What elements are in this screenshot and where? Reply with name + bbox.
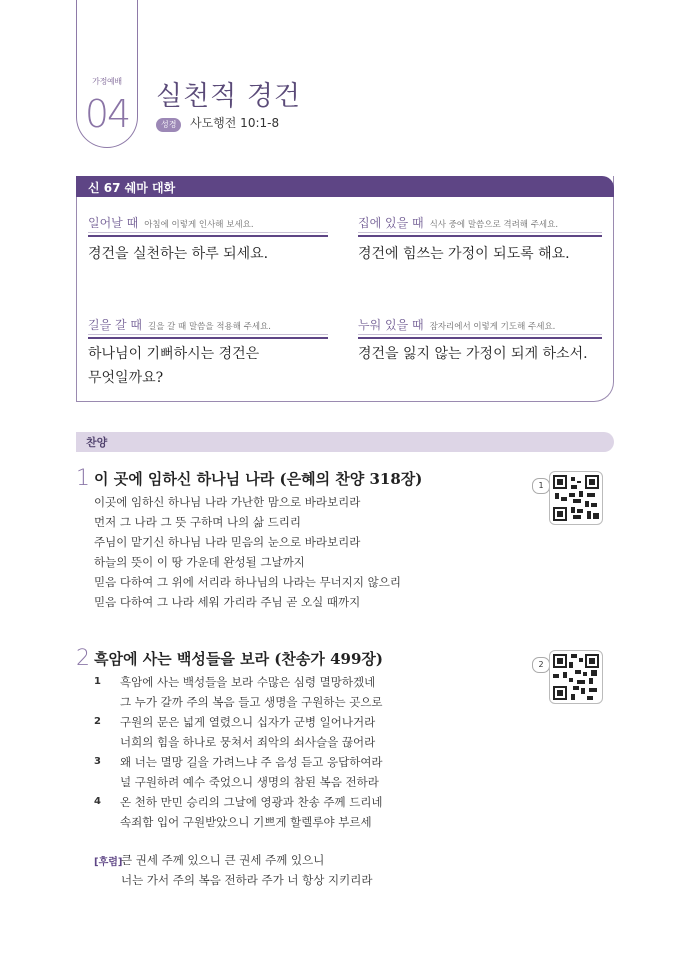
- qr-code-icon[interactable]: [549, 650, 603, 704]
- qr-badge: 1: [532, 478, 550, 494]
- song-title: 이 곳에 임하신 하나님 나라 (은혜의 찬양 318장): [94, 470, 423, 488]
- shema-item-text: 경건에 힘쓰는 가정이 되도록 해요.: [358, 246, 570, 262]
- shema-item-desc: 식사 중에 말씀으로 격려해 주세요.: [429, 220, 559, 230]
- qr-pattern-icon: [553, 475, 599, 521]
- refrain-line: 너는 가서 주의 복음 전하라 주가 너 항상 지키리라: [121, 873, 373, 887]
- shema-item-text: 무엇일까요?: [88, 370, 164, 386]
- shema-item-desc: 잠자리에서 이렇게 기도해 주세요.: [429, 322, 556, 332]
- lesson-number: 04: [84, 92, 130, 136]
- shema-item-text: 경건을 실천하는 하루 되세요.: [88, 246, 269, 262]
- shema-item-label: 일어날 때: [88, 216, 139, 230]
- lyric-line: 너희의 힘을 하나로 뭉쳐서 죄악의 쇠사슬을 끊어라: [120, 735, 376, 749]
- divider: [358, 337, 602, 339]
- divider: [358, 235, 602, 237]
- lyric-line: 구원의 문은 넓게 열렸으니 십자가 군병 일어나거라: [120, 715, 376, 729]
- shema-item-head: [358, 316, 555, 333]
- lyric-line: 하늘의 뜻이 이 땅 가운데 완성될 그날까지: [94, 555, 305, 569]
- lyric-line: 왜 너는 멸망 길을 가려느냐 주 음성 듣고 응답하여라: [120, 755, 383, 769]
- shema-item-head: [88, 316, 271, 333]
- verse-number: 2: [94, 716, 101, 727]
- lyric-line: 먼저 그 나라 그 뜻 구하며 나의 삶 드리리: [94, 515, 301, 529]
- shema-item-desc: 아침에 이렇게 인사해 보세요.: [144, 220, 254, 230]
- verse-number: 3: [94, 756, 101, 767]
- qr-code-icon[interactable]: [549, 471, 603, 525]
- scripture-badge: 성경: [156, 118, 181, 132]
- divider: [88, 235, 328, 237]
- lyric-line: 이곳에 임하신 하나님 나라 가난한 맘으로 바라보리라: [94, 495, 361, 509]
- lyric-line: 널 구원하려 예수 죽었으니 생명의 참된 복음 전하라: [120, 775, 379, 789]
- divider: [88, 232, 328, 233]
- shema-item-text: 하나님이 기뻐하시는 경건은: [88, 346, 260, 362]
- divider: [358, 334, 602, 335]
- shema-item-label: 집에 있을 때: [358, 216, 424, 230]
- shema-item-desc: 길을 갈 때 말씀을 적용해 주세요.: [148, 322, 271, 332]
- shema-title: 신 67 쉐마 대화: [88, 181, 176, 195]
- divider: [88, 334, 328, 335]
- refrain-tag: [후렴]: [94, 857, 123, 868]
- lyric-line: 온 천하 만민 승리의 그날에 영광과 찬송 주께 드리네: [120, 795, 383, 809]
- qr-pattern-icon: [553, 654, 599, 700]
- shema-item-head: [88, 214, 254, 231]
- lyric-line: 믿음 다하여 그 나라 세워 가리라 주님 곧 오실 때까지: [94, 595, 361, 609]
- section-label: 가정예배: [92, 77, 122, 86]
- divider: [88, 337, 328, 339]
- hymn-header-bar: [76, 432, 614, 452]
- song-title: 흑암에 사는 백성들을 보라 (찬송가 499장): [94, 650, 383, 668]
- page-title: 실천적 경건: [156, 81, 301, 112]
- lyric-line: 믿음 다하여 그 위에 서리라 하나님의 나라는 무너지지 않으리: [94, 575, 401, 589]
- hymn-section-title: 찬양: [86, 436, 108, 449]
- song-number: 2: [76, 646, 90, 671]
- verse-number: 1: [94, 676, 101, 687]
- shema-item-head: [358, 214, 558, 231]
- shema-item-text: 경건을 잃지 않는 가정이 되게 하소서.: [358, 346, 588, 362]
- lyric-line: 주님이 맡기신 하나님 나라 믿음의 눈으로 바라보리라: [94, 535, 361, 549]
- qr-badge: 2: [532, 657, 550, 673]
- song-number: 1: [76, 466, 90, 491]
- shema-item-label: 길을 갈 때: [88, 318, 142, 332]
- scripture-reference: 사도행전 10:1-8: [190, 116, 280, 130]
- shema-item-label: 누워 있을 때: [358, 318, 424, 332]
- lyric-line: 그 누가 갈까 주의 복음 들고 생명을 구원하는 곳으로: [120, 695, 383, 709]
- divider: [358, 232, 602, 233]
- lyric-line: 속죄함 입어 구원받았으니 기쁘게 할렐루야 부르세: [120, 815, 372, 829]
- refrain-line: 큰 권세 주께 있으니 큰 권세 주께 있으니: [121, 853, 325, 867]
- lyric-line: 흑암에 사는 백성들을 보라 수많은 심령 멸망하겠네: [120, 675, 376, 689]
- verse-number: 4: [94, 796, 101, 807]
